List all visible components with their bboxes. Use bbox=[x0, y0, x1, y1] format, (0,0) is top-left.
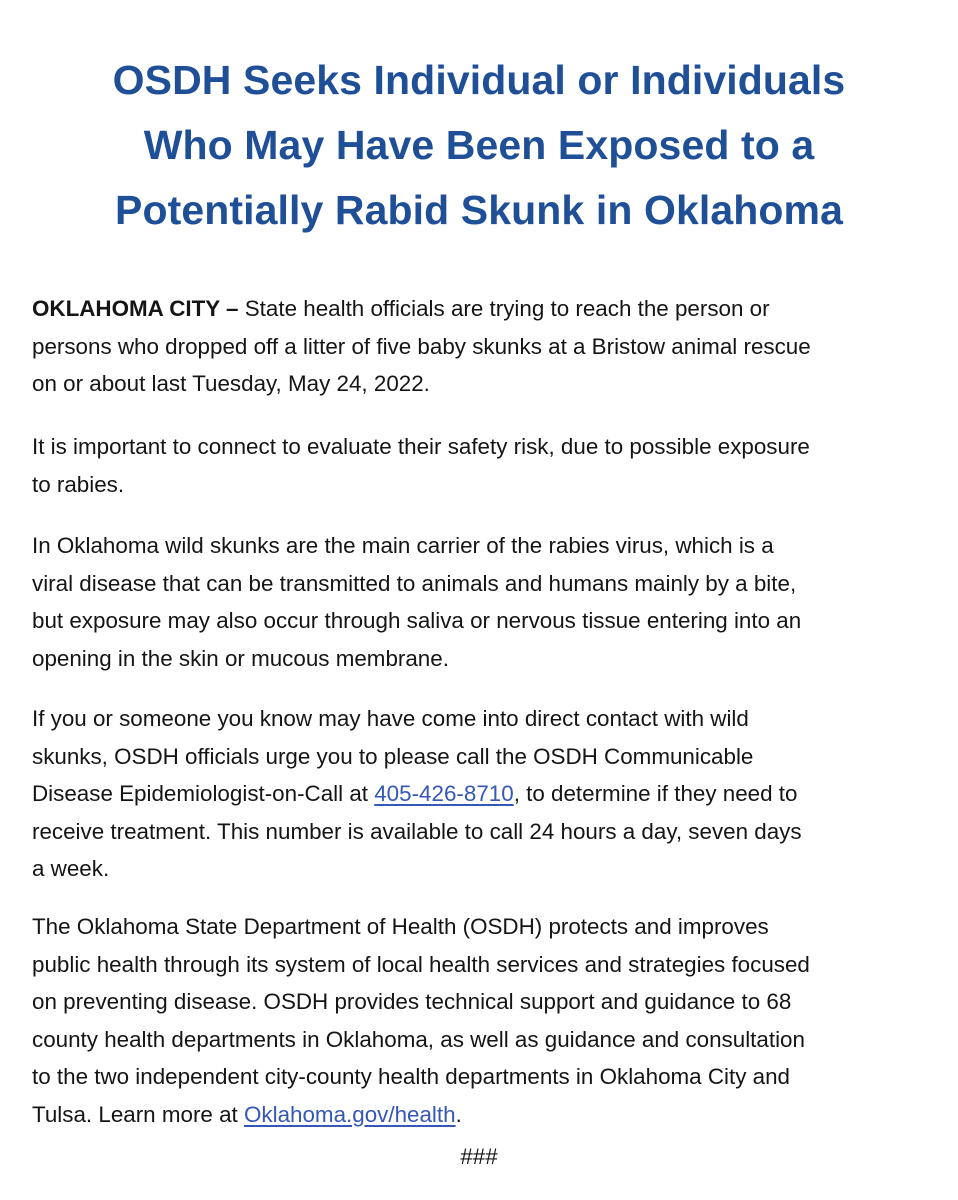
headline-line-3: Potentially Rabid Skunk in Oklahoma bbox=[115, 187, 843, 233]
paragraph-contact bbox=[32, 700, 932, 888]
contact-text-3b: , to determine if they need to bbox=[513, 781, 798, 806]
about-text-6b: . bbox=[455, 1101, 462, 1127]
contact-text-3a: Disease Epidemiologist-on-Call at bbox=[32, 781, 375, 806]
dateline: OKLAHOMA CITY – bbox=[32, 296, 239, 321]
about-line-3: on preventing disease. OSDH provides technical support and guidance to 68 bbox=[32, 989, 792, 1014]
headline bbox=[40, 48, 918, 243]
intro-text-1: State health officials are trying to reach the person or bbox=[238, 296, 770, 321]
contact-line-3 bbox=[32, 775, 932, 813]
about-line-2: public health through its system of local health services and strategies focused bbox=[32, 951, 810, 977]
paragraph-risk bbox=[32, 428, 932, 503]
about-line-1: The Oklahoma State Department of Health (OSDH) protects and improves bbox=[32, 914, 769, 939]
about-line-6 bbox=[32, 1096, 932, 1134]
about-line-4: county health departments in Oklahoma, as well as guidance and consultation bbox=[32, 1026, 805, 1052]
risk-line-2: to rabies. bbox=[32, 471, 125, 497]
contact-line-4: receive treatment. This number is available to call 24 hours a day, seven days bbox=[32, 818, 802, 844]
rabies-line-1: In Oklahoma wild skunks are the main carrier of the rabies virus, which is a bbox=[32, 533, 774, 558]
end-mark: ### bbox=[460, 1144, 498, 1169]
rabies-line-2: viral disease that can be transmitted to animals and humans mainly by a bite, bbox=[32, 570, 797, 596]
rabies-line-4: opening in the skin or mucous membrane. bbox=[32, 645, 449, 671]
contact-line-5: a week. bbox=[32, 856, 110, 881]
paragraph-about-osdh bbox=[32, 908, 932, 1133]
website-link[interactable]: Oklahoma.gov/health bbox=[243, 1101, 456, 1127]
intro-line-2: persons who dropped off a litter of five baby skunks at a Bristow animal rescue bbox=[32, 333, 811, 359]
about-line-5: to the two independent city-county health departments in Oklahoma City and bbox=[32, 1064, 790, 1089]
paragraph-intro bbox=[32, 290, 932, 403]
paragraph-rabies-info bbox=[32, 527, 932, 677]
about-text-6a: Tulsa. Learn more at bbox=[32, 1101, 244, 1127]
headline-line-1: OSDH Seeks Individual or Individuals bbox=[112, 57, 846, 103]
phone-link[interactable]: 405-426-8710 bbox=[374, 781, 514, 806]
headline-line-2: Who May Have Been Exposed to a bbox=[143, 122, 815, 168]
risk-line-1: It is important to connect to evaluate their safety risk, due to possible exposure bbox=[32, 434, 810, 459]
intro-line-1 bbox=[32, 290, 932, 328]
rabies-line-3: but exposure may also occur through saliva or nervous tissue entering into an bbox=[32, 608, 802, 633]
contact-line-1: If you or someone you know may have come into direct contact with wild bbox=[32, 706, 749, 731]
contact-line-2: skunks, OSDH officials urge you to please call the OSDH Communicable bbox=[32, 743, 754, 769]
intro-line-3: on or about last Tuesday, May 24, 2022. bbox=[32, 371, 430, 396]
